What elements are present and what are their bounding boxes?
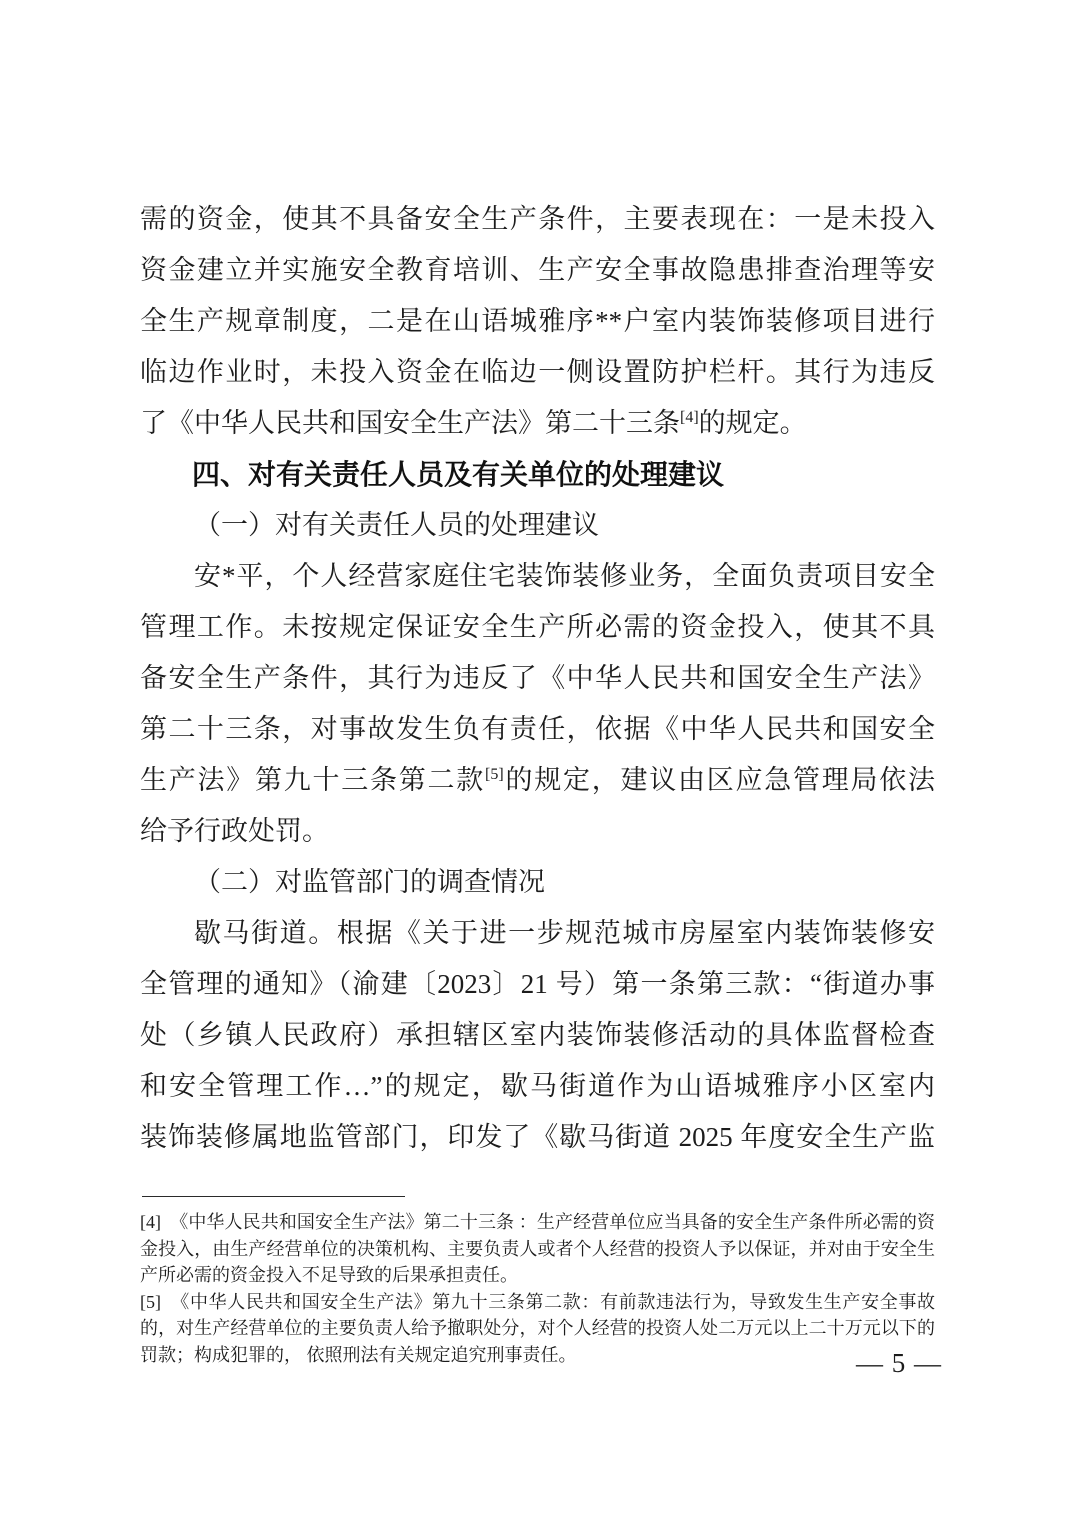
section-heading: 四、对有关责任人员及有关单位的处理建议	[192, 459, 725, 490]
page-body	[140, 194, 935, 1163]
body-line: 全生产规章制度，二是在山语城雅序**户室内装饰装修项目进行	[140, 306, 935, 336]
footnote-separator	[142, 1196, 405, 1197]
body-line: 全管理的通知》（渝建〔2023〕21 号）第一条第三款：“街道办事	[140, 969, 935, 999]
body-line: 给予行政处罚。	[140, 816, 329, 846]
footnote-marker-5: [5]	[140, 1291, 161, 1312]
body-line	[140, 398, 935, 449]
page-number: — 5 —	[856, 1348, 942, 1378]
body-line: 临边作业时，未投入资金在临边一侧设置防护栏杆。其行为违反	[140, 357, 935, 387]
footnote-5	[140, 1289, 935, 1369]
footnote-text: 《中华人民共和国安全生产法》第九十三条第二款：有前款违法行为，导致发生生产安全事故的，对生产经营单位的主要负责人给予撤职处分，对个人经营的投资人处二万元以上二十万元以下的罚款；构成犯罪的， 依照刑法有关规定追究刑事责任。	[140, 1291, 936, 1365]
subsection-heading-2: （二）对监管部门的调查情况	[194, 867, 545, 897]
subsection-heading-1: （一）对有关责任人员的处理建议	[194, 510, 599, 540]
body-line: 第二十三条，对事故发生负有责任，依据《中华人民共和国安全	[140, 714, 935, 744]
body-line: 备安全生产条件，其行为违反了《中华人民共和国安全生产法》	[140, 663, 935, 693]
body-line: 需的资金，使其不具备安全生产条件，主要表现在：一是未投入	[140, 204, 935, 234]
body-line	[140, 755, 935, 806]
body-line: 安*平，个人经营家庭住宅装饰装修业务，全面负责项目安全	[194, 561, 935, 591]
body-line: 资金建立并实施安全教育培训、生产安全事故隐患排查治理等安	[140, 255, 935, 285]
body-text: 的规定。	[698, 408, 807, 438]
body-line: 歇马街道。根据《关于进一步规范城市房屋室内装饰装修安	[194, 918, 935, 948]
body-text: 生产法》第九十三条第二款	[140, 765, 486, 795]
body-text: 了《中华人民共和国安全生产法》第二十三条	[140, 408, 680, 438]
body-line: 管理工作。未按规定保证安全生产所必需的资金投入，使其不具	[140, 612, 935, 642]
footnotes-section	[140, 1196, 935, 1368]
footnote-ref-5: [5]	[485, 766, 504, 783]
footnote-text: 《中华人民共和国安全生产法》第二十三条 ：生产经营单位应当具备的安全生产条件所必需的资金投入，由生产经营单位的决策机构、主要负责人或者个人经营的投资人予以保证，并对由于安全生产所必需的资金投入不足导致的后果承担责任。	[140, 1212, 936, 1285]
body-line: 和安全管理工作…”的规定，歇马街道作为山语城雅序小区室内	[140, 1071, 935, 1101]
footnote-ref-4: [4]	[680, 409, 699, 426]
body-line: 装饰装修属地监管部门，印发了《歇马街道 2025 年度安全生产监	[140, 1122, 935, 1152]
body-text: 的规定，建议由区应急管理局依法	[503, 765, 936, 795]
footnote-4	[140, 1209, 935, 1289]
footnote-marker-4: [4]	[140, 1212, 161, 1232]
body-line: 处（乡镇人民政府）承担辖区室内装饰装修活动的具体监督检查	[140, 1020, 935, 1050]
